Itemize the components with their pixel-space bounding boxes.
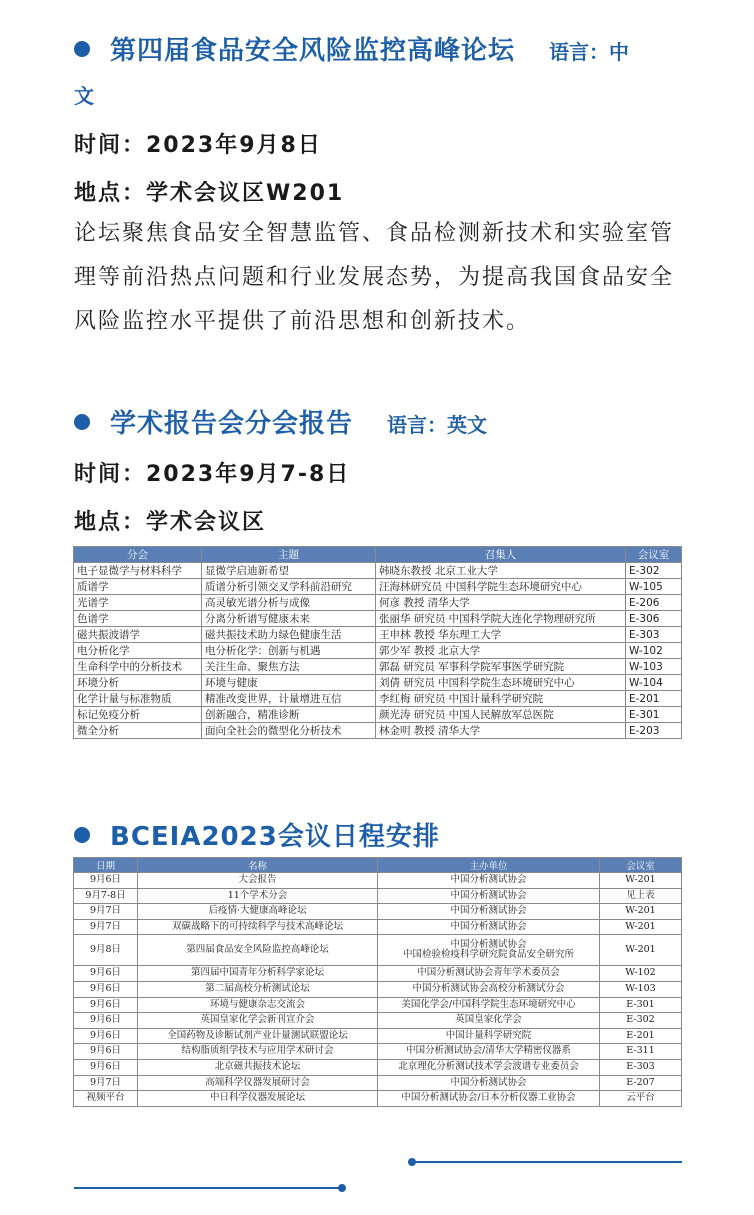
- table-row: [74, 966, 682, 982]
- section1-title: 第四届食品安全风险监控高峰论坛: [110, 36, 516, 66]
- table-cell: 中国计量科学研究院: [378, 1028, 600, 1044]
- table-cell: W-201: [600, 873, 682, 889]
- table-row: [74, 935, 682, 966]
- table-cell: 显微学启迪新希望: [202, 563, 376, 579]
- table-cell: E-301: [600, 997, 682, 1013]
- section1-language: 语言：中: [549, 40, 630, 64]
- section2-place: 地点：学术会议区: [74, 510, 267, 535]
- table-cell: 王申林 教授 华东理工大学: [376, 627, 626, 643]
- table-cell: 中国分析测试协会/清华大学精密仪器系: [378, 1044, 600, 1060]
- table-cell: 美国化学会/中国科学院生态环境研究中心: [378, 997, 600, 1013]
- column-header: 召集人: [376, 547, 626, 563]
- section3-title: BCEIA2023会议日程安排: [110, 822, 440, 852]
- section1-time: 时间：2023年9月8日: [74, 133, 322, 158]
- table-cell: W-201: [600, 935, 682, 966]
- table-cell: 9月6日: [74, 873, 138, 889]
- table-cell: E-306: [626, 611, 682, 627]
- table-cell: 云平台: [600, 1091, 682, 1107]
- table-cell: 9月7日: [74, 1075, 138, 1091]
- table-row: [74, 1044, 682, 1060]
- table-cell: 双碳战略下的可持续科学与技术高峰论坛: [138, 919, 378, 935]
- table-cell: 中国分析测试协会 中国检验检疫科学研究院食品安全研究所: [378, 935, 600, 966]
- table-row: [74, 627, 682, 643]
- table-row: [74, 1091, 682, 1107]
- table-row: [74, 563, 682, 579]
- table-cell: 质谱学: [74, 579, 202, 595]
- table-cell: E-201: [600, 1028, 682, 1044]
- table-cell: 林金明 教授 清华大学: [376, 723, 626, 739]
- table-row: [74, 643, 682, 659]
- table-cell: 中国分析测试协会: [378, 904, 600, 920]
- table-cell: 大会报告: [138, 873, 378, 889]
- table-cell: 色谱学: [74, 611, 202, 627]
- table-cell: 郭少军 教授 北京大学: [376, 643, 626, 659]
- table-row: [74, 981, 682, 997]
- table-cell: W-104: [626, 675, 682, 691]
- table-cell: 化学计量与标准物质: [74, 691, 202, 707]
- table-cell: 高灵敏光谱分析与成像: [202, 595, 376, 611]
- table-cell: W-201: [600, 904, 682, 920]
- table-row: [74, 611, 682, 627]
- section2-heading: [74, 403, 487, 440]
- table-cell: 11个学术分会: [138, 888, 378, 904]
- table-row: [74, 1028, 682, 1044]
- table-cell: 9月7日: [74, 919, 138, 935]
- table-cell: 9月6日: [74, 1028, 138, 1044]
- table-header-row: [74, 858, 682, 873]
- table-cell: W-103: [626, 659, 682, 675]
- table-row: [74, 919, 682, 935]
- subconference-table: [73, 546, 682, 739]
- section1-language-wrap: 文: [74, 84, 96, 108]
- section2-time: 时间：2023年9月7-8日: [74, 462, 351, 487]
- column-header: 主题: [202, 547, 376, 563]
- table-row: [74, 888, 682, 904]
- table-cell: W-201: [600, 919, 682, 935]
- table-cell: 全国药物及诊断试剂产业计量测试联盟论坛: [138, 1028, 378, 1044]
- table-cell: 磁共振技术助力绿色健康生活: [202, 627, 376, 643]
- table-row: [74, 675, 682, 691]
- column-header: 日期: [74, 858, 138, 873]
- table-cell: 第二届高校分析测试论坛: [138, 981, 378, 997]
- table-cell: 中日科学仪器发展论坛: [138, 1091, 378, 1107]
- table-cell: 汪海林研究员 中国科学院生态环境研究中心: [376, 579, 626, 595]
- table-cell: 后疫情·大健康高峰论坛: [138, 904, 378, 920]
- table-cell: 第四届中国青年分析科学家论坛: [138, 966, 378, 982]
- table-cell: 何彦 教授 清华大学: [376, 595, 626, 611]
- table-cell: 光谱学: [74, 595, 202, 611]
- table-cell: 9月6日: [74, 997, 138, 1013]
- table-cell: 李红梅 研究员 中国计量科学研究院: [376, 691, 626, 707]
- table-row: [74, 997, 682, 1013]
- section1-description: 论坛聚焦食品安全智慧监管、食品检测新技术和实验室管理等前沿热点问题和行业发展态势，为提高我国食品安全风险监控水平提供了前沿思想和创新技术。: [74, 221, 675, 334]
- table-cell: 电分析化学：创新与机遇: [202, 643, 376, 659]
- table-cell: 9月6日: [74, 966, 138, 982]
- table-header-row: [74, 547, 682, 563]
- table-row: [74, 579, 682, 595]
- table-row: [74, 1075, 682, 1091]
- bullet-dot-icon: [74, 41, 90, 57]
- table-cell: E-201: [626, 691, 682, 707]
- decorative-line: [414, 1161, 682, 1163]
- decorative-line: [74, 1187, 342, 1189]
- table-cell: 生命科学中的分析技术: [74, 659, 202, 675]
- schedule-table: [73, 857, 682, 1107]
- section1-heading: [74, 30, 629, 67]
- table-row: [74, 1013, 682, 1029]
- table-cell: 环境与健康: [202, 675, 376, 691]
- table-cell: E-303: [626, 627, 682, 643]
- section2-language: 语言：英文: [387, 413, 488, 437]
- table-row: [74, 723, 682, 739]
- column-header: 分会: [74, 547, 202, 563]
- table-cell: 英国皇家化学会: [378, 1013, 600, 1029]
- table-cell: 英国皇家化学会新刊宣介会: [138, 1013, 378, 1029]
- table-cell: E-207: [600, 1075, 682, 1091]
- table-cell: 环境与健康杂志交流会: [138, 997, 378, 1013]
- table-cell: E-303: [600, 1059, 682, 1075]
- table-row: [74, 691, 682, 707]
- table-cell: 关注生命、聚焦方法: [202, 659, 376, 675]
- section1-place: 地点：学术会议区W201: [74, 181, 345, 206]
- table-cell: 结构脂质组学技术与应用学术研讨会: [138, 1044, 378, 1060]
- table-row: [74, 659, 682, 675]
- table-cell: E-311: [600, 1044, 682, 1060]
- column-header: 会议室: [626, 547, 682, 563]
- table-cell: 9月6日: [74, 1044, 138, 1060]
- table-cell: 9月6日: [74, 1013, 138, 1029]
- table-cell: 刘倩 研究员 中国科学院生态环境研究中心: [376, 675, 626, 691]
- table-row: [74, 595, 682, 611]
- table-cell: 北京理化分析测试技术学会波谱专业委员会: [378, 1059, 600, 1075]
- table-cell: E-302: [600, 1013, 682, 1029]
- table-cell: 9月7日: [74, 904, 138, 920]
- table-cell: 9月6日: [74, 981, 138, 997]
- decorative-dot-icon: [338, 1184, 346, 1192]
- table-row: [74, 1059, 682, 1075]
- table-row: [74, 707, 682, 723]
- table-cell: 电子显微学与材料科学: [74, 563, 202, 579]
- table-cell: 高端科学仪器发展研讨会: [138, 1075, 378, 1091]
- section3-heading: [74, 816, 440, 853]
- table-row: [74, 904, 682, 920]
- bullet-dot-icon: [74, 827, 90, 843]
- table-cell: 微全分析: [74, 723, 202, 739]
- table-cell: 标记免疫分析: [74, 707, 202, 723]
- table-cell: W-102: [626, 643, 682, 659]
- bullet-dot-icon: [74, 414, 90, 430]
- table-cell: 郭磊 研究员 军事科学院军事医学研究院: [376, 659, 626, 675]
- table-row: [74, 873, 682, 889]
- table-cell: 张丽华 研究员 中国科学院大连化学物理研究所: [376, 611, 626, 627]
- table-cell: 9月6日: [74, 1059, 138, 1075]
- table-cell: E-206: [626, 595, 682, 611]
- table-cell: 中国分析测试协会: [378, 873, 600, 889]
- table-cell: 北京磁共振技术论坛: [138, 1059, 378, 1075]
- table-cell: W-105: [626, 579, 682, 595]
- table-cell: W-103: [600, 981, 682, 997]
- table-cell: 中国分析测试协会/日本分析仪器工业协会: [378, 1091, 600, 1107]
- table-cell: 环境分析: [74, 675, 202, 691]
- table-cell: 电分析化学: [74, 643, 202, 659]
- table-cell: 韩晓东教授 北京工业大学: [376, 563, 626, 579]
- table-cell: 中国分析测试协会: [378, 919, 600, 935]
- table-cell: 中国分析测试协会青年学术委员会: [378, 966, 600, 982]
- table-cell: E-302: [626, 563, 682, 579]
- table-cell: 见上表: [600, 888, 682, 904]
- table-cell: 中国分析测试协会高校分析测试分会: [378, 981, 600, 997]
- table-cell: 质谱分析引领交叉学科前沿研究: [202, 579, 376, 595]
- table-cell: 视频平台: [74, 1091, 138, 1107]
- section2-title: 学术报告会分会报告: [110, 409, 354, 439]
- table-cell: 面向全社会的微型化分析技术: [202, 723, 376, 739]
- table-cell: E-301: [626, 707, 682, 723]
- table-cell: 颜光涛 研究员 中国人民解放军总医院: [376, 707, 626, 723]
- table-cell: E-203: [626, 723, 682, 739]
- table-cell: 磁共振波谱学: [74, 627, 202, 643]
- table-cell: 精准改变世界，计量增进互信: [202, 691, 376, 707]
- table-cell: W-102: [600, 966, 682, 982]
- table-cell: 9月8日: [74, 935, 138, 966]
- table-cell: 中国分析测试协会: [378, 1075, 600, 1091]
- column-header: 主办单位: [378, 858, 600, 873]
- column-header: 会议室: [600, 858, 682, 873]
- table-cell: 中国分析测试协会: [378, 888, 600, 904]
- table-cell: 创新融合，精准诊断: [202, 707, 376, 723]
- table-cell: 第四届食品安全风险监控高峰论坛: [138, 935, 378, 966]
- column-header: 名称: [138, 858, 378, 873]
- decorative-dot-icon: [408, 1158, 416, 1166]
- table-cell: 9月7-8日: [74, 888, 138, 904]
- table-cell: 分离分析谱写健康未来: [202, 611, 376, 627]
